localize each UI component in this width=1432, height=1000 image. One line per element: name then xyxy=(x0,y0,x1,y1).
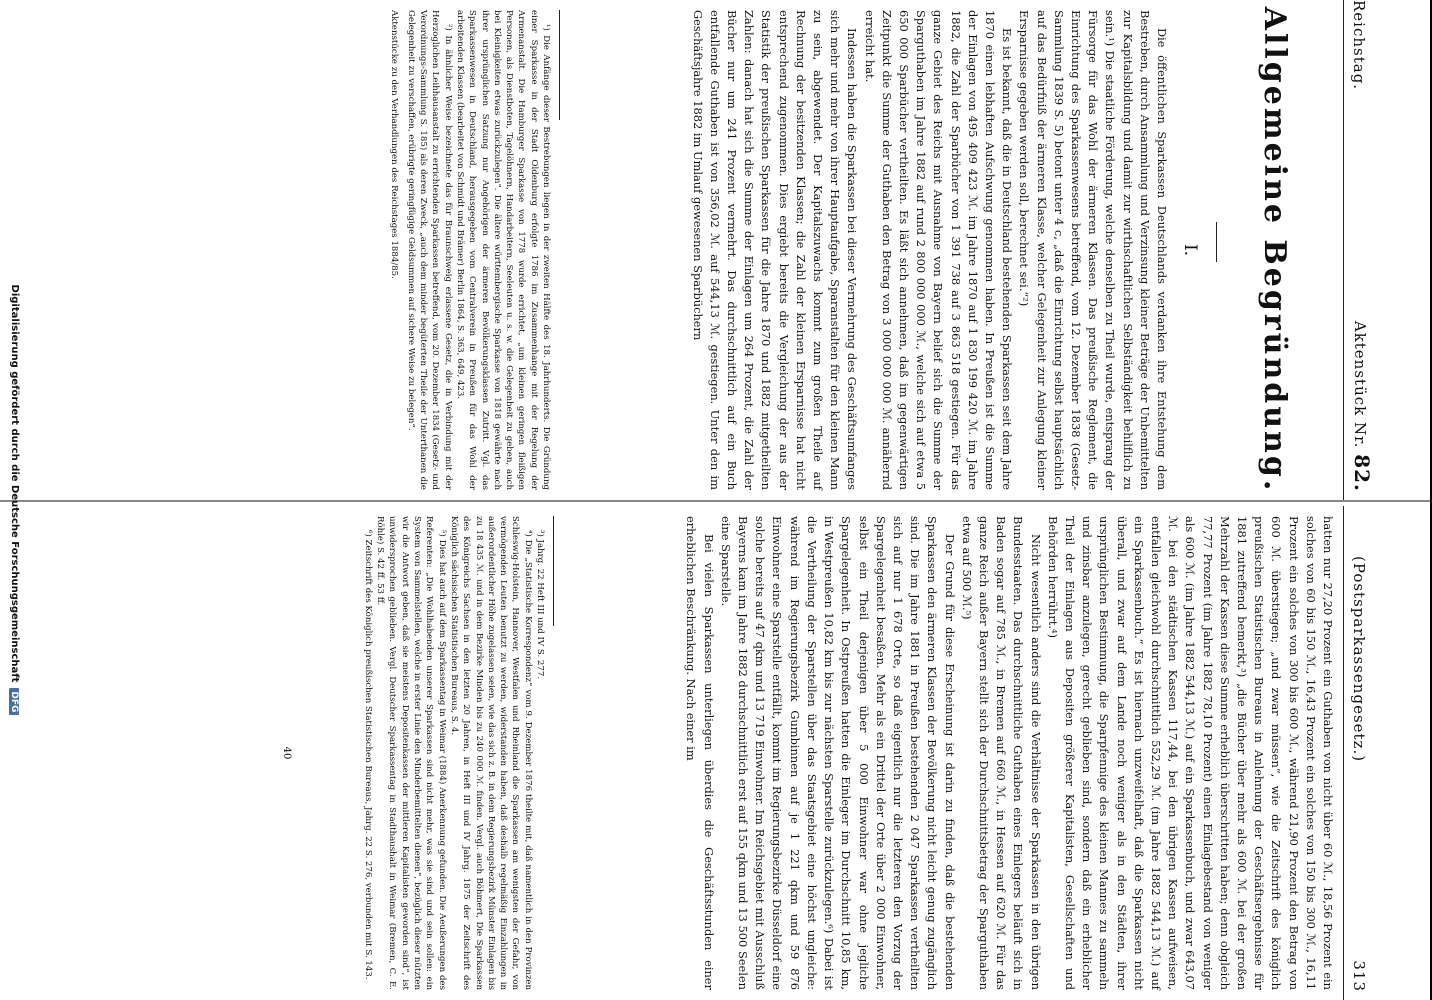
paragraph: Nicht wesentlich anders sind die Verhältnisse der Sparkassen in den übrigen Bundesstaaten. Das durchschnittliche Guthaben eines Einlegers beläuft sich in Baden sogar auf 785 ℳ., in Bremen auf 660 ℳ., in Hessen auf 620 ℳ. Für das ganze Reich außer Bayern stellt sich der Durchschnittsbetrag der Sparguthaben etwa auf 500 ℳ.⁵) xyxy=(959,516,1043,990)
footnote-rule xyxy=(559,10,560,120)
header-subject: (Postsparkassengesetz.) xyxy=(1350,556,1368,763)
footnote: ⁵) Dies hat auch auf dem Sparkassentag in Weimar (1884) Anerkennung gefunden. Die Aeußerungen des Referenten: „Die Wohlhabenden unserer Sparkassen sind nicht mehr, was sie sind und sein sollen: ein System von Sammelstellen, welche in erster Linie den Minderbemittelten dienen“, bezüglich dieser nützten wir die Antwort geben, daß sie meistens Depositenkassen der mittleren Kapitalisten geworden sind“, ist unwidersprochen geblieben. Vergl. Deutscher Sparkassentag in Stadthaushalt in Weimar (Bremen, C. E. Röhle) S. 42 ff. 53 ff. xyxy=(375,516,447,990)
right-footnotes xyxy=(362,516,546,990)
dfg-logo-icon: DFG xyxy=(9,688,19,715)
footnote-source: Aktenstücke zu den Verhandlungen des Reichstages 1884/85. xyxy=(389,10,400,279)
right-page xyxy=(281,506,1432,1000)
page-fold xyxy=(0,500,1432,502)
header-page-number: 313 xyxy=(1350,960,1368,992)
footnote-rule xyxy=(553,516,554,626)
paragraph: Bei vielen Sparkassen unterliegen überdies die Geschäftsstunden einer erheblichen Beschränkung. Nach einer im xyxy=(684,516,716,990)
header-document-number: 82. xyxy=(1350,454,1374,492)
running-header-left xyxy=(1343,0,1374,500)
footnote: ²) In ähnlicher Weise bezeichnete das für Braunschweig erlassene Gesetz, die in Verbindung mit der Herzoglichen Leihhausanstalt zu errichtenden Sparkassen betreffend, vom 20. Dezember 1834 (Gesetz- und Verordnungs-Sammlung S. 185) als deren Zweck, „auch dem minder begüterten Theile der Unterthanen die Gelegenheit zu verschaffen, erübrigte geringfügige Geldsummen auf sichere Weise zu belegen“. xyxy=(405,10,453,490)
footnote: ³) Jahrg. 22 Heft III und IV S. 277. xyxy=(535,530,545,680)
left-footnotes xyxy=(388,10,552,490)
running-header-right xyxy=(1343,506,1374,1000)
section-number: I. xyxy=(1180,243,1200,257)
footnote: ¹) Die Anfänge dieser Bestrebungen liegen in der zweiten Hälfte des 18. Jahrhunderts. Die Gründung einer Sparkasse in der Stadt Oldenburg erfolgte 1786 im Zusammenhange mit der Regelung der Armenanstalt. Die Hamburger Sparkasse von 1778 wurde errichtet, „um kleinen geringen fleißigen Personen, als Dienstboten, Tagelöhnern, Handarbeitern, Seeleuten u. s. w. die Gelegenheit zu geben, auch bei Kleinigkeiten etwas zurückzulegen“. Die ältere württembergische Sparkasse von 1818 gewährte nach ihrer ursprünglichen Satzung nur Angehörigen der ärmeren Bevölkerungsklassen Zutritt. Vgl. das Sparkassenwesen in Deutschland, herausgegeben vom Centralverein in Preußen für das Wohl der arbeitenden Klassen (bearbeitet von Schmidt und Brämer) Berlin 1864, S. 363, 649, 423. xyxy=(454,10,551,490)
dfg-watermark xyxy=(9,0,20,1000)
header-aktenstueck xyxy=(1350,321,1374,492)
paragraph: Die öffentlichen Sparkassen Deutschlands verdanken ihre Entstehung dem Bestreben, durch Ansammlung und Verzinsung kleiner Beträge der Unbemittelten zur Kapitalsbildung und damit zur wirthschaftlichen Selbständigkeit behilflich zu sein.¹) Die staatliche Förderung, welche denselben zu Theil wurde, entsprang der Fürsorge für das Wohl der ärmeren Klassen. Das preußische Reglement, die Einrichtung des Sparkassenwesens betreffend, vom 12. Dezember 1838 (Gesetz-Sammlung 1839 S. 5) betont unter 4 c, „daß die Einrichtung selbst hauptsächlich auf das Bedürfniß der ärmeren Klasse, welcher Gelegenheit zur Anlegung kleiner Ersparnisse gegeben werden soll, berechnet sei.“²) xyxy=(1017,10,1169,490)
paragraph: Es ist bekannt, daß die in Deutschland bestehenden Sparkassen seit dem Jahre 1870 einen lebhaften Aufschwung genommen haben. In Preußen ist die Summe der Einlagen von 495 409 423 ℳ. im Jahre 1870 auf 1 830 199 420 ℳ. im Jahre 1882, die Zahl der Sparbücher von 1 391 738 auf 3 863 518 gestiegen. Für das ganze Gebiet des Reichs mit Ausnahme von Bayern belief sich die Summe der Sparguthaben im Jahre 1882 auf rund 2 800 000 000 ℳ., welche sich auf etwa 5 650 000 Sparbücher vertheilten. Es läßt sich annehmen, daß im gegenwärtigen Zeitpunkt die Summe der Guthaben den Betrag von 3 000 000 000 ℳ. annähernd erreicht hat. xyxy=(862,10,1015,490)
header-reichstag: Reichstag. xyxy=(1350,0,1368,91)
watermark-text: Digitalisierung gefördert durch die Deutsche Forschungsgemeinschaft xyxy=(9,284,20,683)
footnote: ⁶) Zeitschrift des Königlich preußischen Statistischen Bureaus, Jahrg. 22 S. 276, verbunden mit S. 143. xyxy=(362,530,373,980)
paragraph: Der Grund für diese Erscheinung ist darin zu finden, daß die bestehenden Sparkassen den ärmeren Klassen der Bevölkerung nicht leicht genug zugänglich sind. Die im Jahre 1881 in Preußen bestehenden 2 047 Sparkassen vertheilten sich auf nur 1 678 Orte, so daß eigentlich nur die letzteren den Vorzug der Spargelegenheit besaßen. Mehr als ein Drittel der Orte über 2 000 Einwohner, selbst ein Theil derjenigen über 5 000 Einwohner war ohne jegliche Spargelegenheit. In Ostpreußen hatten die Einleger im Durchschnitt 10,85 km, in Westpreußen 10,82 km bis zur nächsten Sparstelle zurückzulegen.⁶) Dabei ist die Vertheilung der Sparstellen über das Staatsgebiet eine höchst ungleiche: während im Regierungsbezirk Gumbinnen auf je 1 221 qkm und 59 876 Einwohner eine Sparstelle entfällt, kommt im Regierungsbezirke Düsseldorf eine solche bereits auf 47 qkm und 13 719 Einwohner. Im Reichsgebiet mit Ausschluß Bayerns kam im Jahre 1882 durchschnittlich erst auf 155 qkm und 13 500 Seelen eine Sparstelle. xyxy=(718,516,957,990)
paragraph: hatten nur 27,20 Prozent ein Guthaben von nicht über 60 ℳ., 18,56 Prozent ein solches von 60 bis 150 ℳ., 16,43 Prozent ein solches von 150 bis 300 ℳ., 16,11 Prozent ein solches von 300 bis 600 ℳ., während 21,90 Prozent den Betrag von 600 ℳ. überstiegen; „und zwar müssen“, wie die Zeitschrift des königlich preußischen Statistischen Bureaus in Anlehnung der Geschäftsergebnisse für 1881 zutreffend bemerkt,³) „die Bücher über mehr als 600 ℳ. bei der großen Mehrzahl der Kassen diese Summe erheblich überschritten haben; denn obgleich 77,77 Prozent (im Jahre 1882 78,10 Prozent) einen Einlagebestand von weniger als 600 ℳ. (im Jahre 1882 544,13 ℳ.) auf ein Sparkassenbuch, und zwar 643,07 ℳ. bei den städtischen Kassen 117,44, bei den übrigen Kassen aufweisen, entfallen gleichwohl durchschnittlich 552,29 ℳ. (im Jahre 1882 544,13 ℳ.) auf ein Sparkassenbuch.“ Es ist hiernach unzweifelhaft, daß die Sparkassen nicht überall, und zwar auf dem Lande noch weniger als in den Städten, ihrer ursprünglichen Bestimmung, die Sparpfennige des kleinen Mannes zu sammeln und zinsbar anzulegen, gerecht geblieben sind, sondern daß ein erheblicher Theil der Einlagen aus Depositen größerer Kapitalisten, Gesellschaften und Behörden herrührt.⁴) xyxy=(1045,516,1335,990)
left-body-text xyxy=(688,10,1170,490)
header-aktenstueck-label: Aktenstück Nr. xyxy=(1351,320,1369,449)
left-page xyxy=(389,0,1432,500)
footnote: ⁴) Die „Statistische Korrespondenz“ vom 9. Dezember 1876 theilte mit, daß namentlich in den Provinzen Schleswig-Holstein, Hannover, Westfalen und Rheinland die Sparkassen am wenigsten der Gefahr, von vermögenden Leuten benutzt zu werden, widerstanden haben, daß deshalb regelmäßig Einzahlungen in außerordentlicher Höhe zugelassen seien, wie das sich z. B. in dem Regierungsbezirk Münster Einlagen bis zu 18 435 ℳ. und in dem Bezirke Minden bis zu 240 000 ℳ. finden. Vergl. auch Böhmert, Die Sparkassen des Königreichs Sachsen in den letzten 20 Jahren, in Heft III und IV Jahrg. 1875 der Zeitschrift des Königlich sächsischen Statistischen Bureaus, S. 4. xyxy=(448,516,533,990)
paragraph: Indessen haben die Sparkassen bei dieser Vermehrung des Geschäftsumfanges sich mehr und mehr von ihrer Hauptaufgabe, Sparanstalten für den kleinen Mann zu sein, abgewendet. Der Kapitalszuwachs kommt zum großen Theile auf Rechnung der besitzenden Klassen; die Zahl der kleinen Ersparnisse hat nicht entsprechend zugenommen. Dies ergiebt bereits die Vergleichung der aus der Statistik der preußischen Sparkassen für die Jahre 1870 und 1882 mitgetheilten Zahlen: danach hat sich die Summe der Einlagen um 264 Prozent, die Zahl der Bücher nur um 241 Prozent vermehrt. Das durchschnittlich auf ein Buch entfallende Guthaben ist von 356,02 ℳ. auf 544,13 ℳ. gestiegen. Unter den im Geschäftsjahre 1882 im Umlauf gewesenen Sparbüchern xyxy=(690,10,860,490)
title-rule xyxy=(1216,222,1217,262)
sheet-signature: 40 xyxy=(281,746,292,760)
page-title: Allgemeine Begründung. xyxy=(1257,6,1292,494)
right-body-text xyxy=(682,516,1336,990)
